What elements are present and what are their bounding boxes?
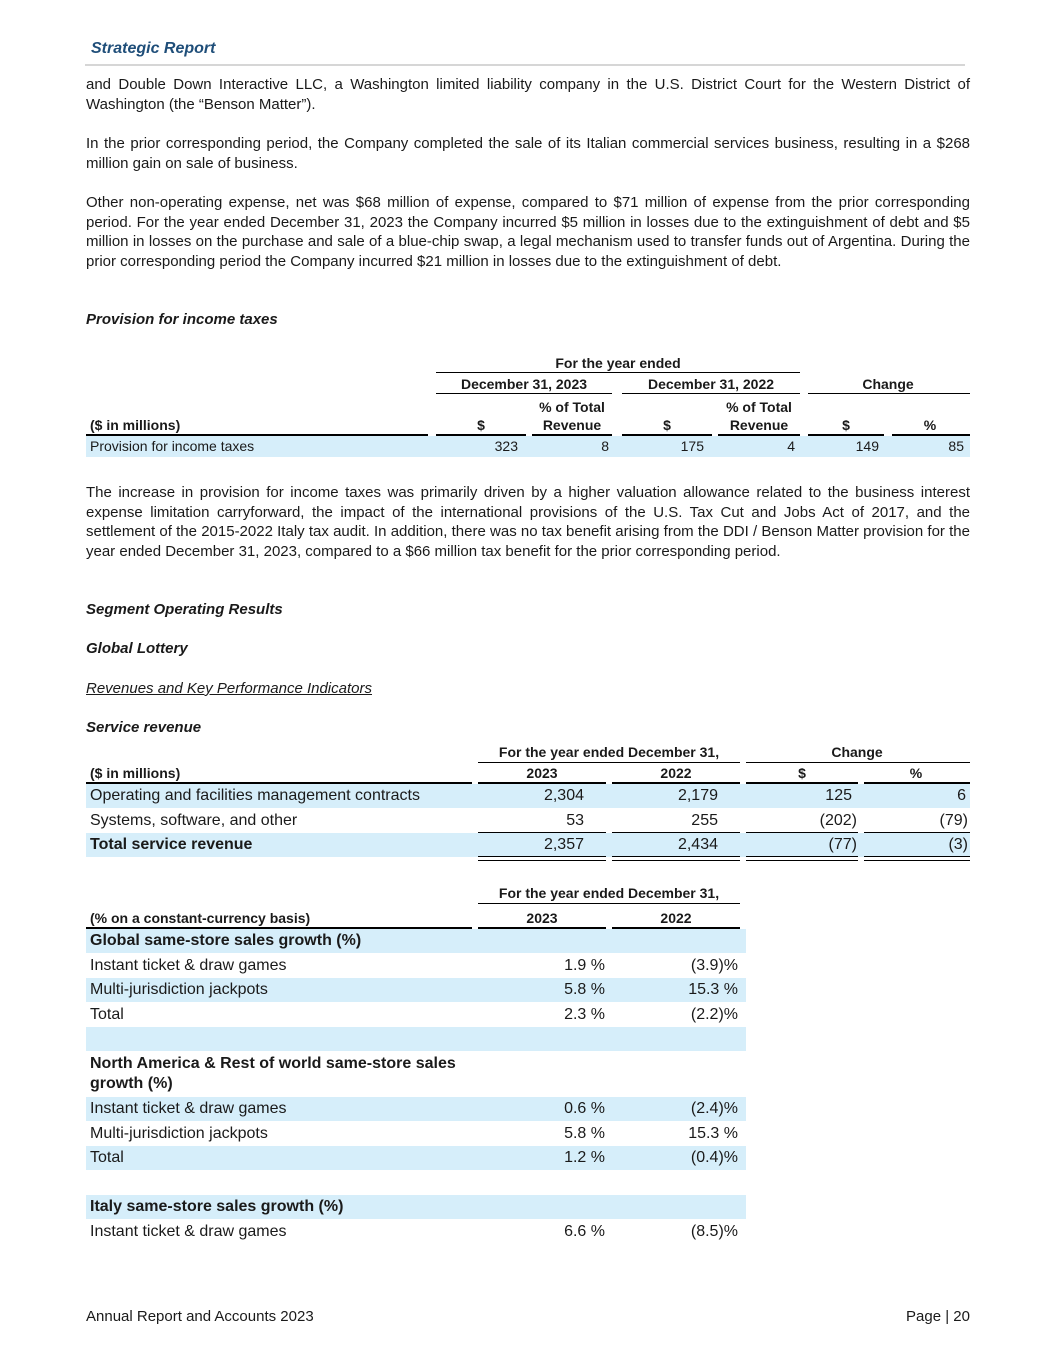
service-row-v2023: 53 [566, 812, 584, 829]
heading-segment: Segment Operating Results [86, 601, 283, 618]
sss-row-v2023: 5.8 % [564, 981, 605, 998]
sss-row-v2022: (2.2)% [690, 1006, 738, 1023]
service-row-v2023: 2,304 [543, 787, 584, 804]
sss-section-global: Global same-store sales growth (%) [90, 932, 362, 949]
tax-col-change-dollar: $ [842, 417, 850, 433]
tax-row-v2023: 323 [494, 438, 518, 454]
service-col-2022: 2022 [660, 765, 692, 781]
service-row-v2022: 2,179 [677, 787, 718, 804]
service-double-rule-3 [746, 856, 858, 861]
service-total-v2022: 2,434 [677, 836, 718, 853]
service-total-chg: (77) [828, 836, 857, 853]
service-row-chg: (202) [819, 812, 857, 829]
service-total-label: Total service revenue [90, 836, 253, 853]
tax-group-rule [436, 372, 800, 373]
service-change-rule [746, 762, 970, 763]
sss-row-v2023: 6.6 % [564, 1223, 605, 1240]
tax-change-header: Change [862, 376, 914, 392]
tax-period-2022: December 31, 2022 [647, 376, 775, 392]
sss-row-v2022: 15.3 % [688, 981, 738, 998]
service-group-header: For the year ended December 31, [498, 744, 720, 760]
tax-rule-2022 [622, 393, 800, 394]
service-row-label: Operating and facilities management contracts [90, 787, 420, 804]
tax-row-chg: 149 [855, 438, 879, 454]
sss-row-label: Instant ticket & draw games [90, 1223, 287, 1240]
footer-page-number: Page | 20 [906, 1308, 970, 1325]
tax-row-label: Provision for income taxes [90, 438, 255, 454]
heading-service-revenue: Service revenue [86, 719, 202, 736]
service-double-rule-1 [478, 856, 606, 861]
sss-section-italy: Italy same-store sales growth (%) [90, 1198, 344, 1215]
tax-col-change-pct: % [923, 417, 937, 433]
sss-group-rule [478, 903, 740, 904]
sss-row-v2022: (2.4)% [690, 1100, 738, 1117]
service-change-header: Change [831, 744, 883, 760]
tax-col-dollar-2023: $ [477, 417, 485, 433]
heading-global-lottery: Global Lottery [86, 640, 188, 657]
heading-revenues-kpi: Revenues and Key Performance Indicators [86, 680, 372, 697]
sss-row-label: Instant ticket & draw games [90, 1100, 287, 1117]
service-row-label: Systems, software, and other [90, 812, 298, 829]
sss-row-label: Total [90, 1149, 124, 1166]
paragraph-benson: and Double Down Interactive LLC, a Washington limited liability company in the U.S. District Court for the Western District of Washington (the “Benson Matter”). [86, 76, 970, 113]
paragraph-tax-increase: The increase in provision for income taxes was primarily driven by a higher valuation allowance related to the business interest expense limitation carryforward, the impact of the international provisions of the U.S. Tax Cut and Jobs Act of 2017, and the settlement of the 2015-2022 Italy tax audit. In addition, there was no tax benefit arising from the DDI / Benson Matter provision for the year ended December 31, 2023, compared to a $66 million tax benefit for the prior corresponding period. [86, 484, 970, 560]
heading-provision: Provision for income taxes [86, 311, 278, 328]
service-row-pct: (79) [939, 812, 968, 829]
service-row-v2022: 255 [691, 812, 718, 829]
tax-row-p2023: 8 [601, 438, 609, 454]
sss-row-v2023: 2.3 % [564, 1006, 605, 1023]
page-header [85, 40, 965, 66]
sss-row-v2022: 15.3 % [688, 1125, 738, 1142]
tax-row-v2022: 175 [680, 438, 704, 454]
sss-row-label: Instant ticket & draw games [90, 957, 287, 974]
service-double-rule-4 [864, 856, 970, 861]
sss-col-2022: 2022 [660, 910, 692, 926]
service-col-dollar: $ [798, 765, 806, 781]
tax-row-chg-pct: 85 [948, 438, 964, 454]
service-row-pct: 6 [957, 787, 966, 804]
table-row [86, 1027, 746, 1051]
tax-group-header: For the year ended [555, 355, 681, 371]
tax-col-pct-total-2022: % of Total Revenue [726, 399, 792, 433]
tax-col-pct-total-2023: % of Total Revenue [539, 399, 605, 433]
service-row-chg: 125 [825, 787, 852, 804]
sss-group-header: For the year ended December 31, [498, 885, 720, 901]
paragraph-non-operating: Other non-operating expense, net was $68 million of expense, compared to $71 million of expense from the prior corresponding period. For the year ended December 31, 2023 the Company incurred $5 million in losses due to the extinguishment of debt and $5 million in losses on the purchase and sale of a blue-chip swap, a legal mechanism used to transfer funds out of Argentina. During the prior corresponding period the Company incurred $21 million in losses due to the extinguishment of debt. [86, 194, 970, 270]
service-units: ($ in millions) [90, 765, 181, 781]
service-col-pct: % [909, 765, 923, 781]
sss-row-label: Total [90, 1006, 124, 1023]
sss-row-v2023: 0.6 % [564, 1100, 605, 1117]
service-total-v2023: 2,357 [543, 836, 584, 853]
service-col-2023: 2023 [526, 765, 558, 781]
sss-row-label: Multi-jurisdiction jackpots [90, 981, 268, 998]
section-title: Strategic Report [91, 40, 216, 57]
service-total-pct: (3) [948, 836, 968, 853]
sss-section-na-row: North America & Rest of world same-store sales growth (%) [90, 1055, 456, 1092]
tax-units: ($ in millions) [90, 417, 181, 433]
tax-row-p2022: 4 [787, 438, 795, 454]
sss-col-2023: 2023 [526, 910, 558, 926]
tax-period-2023: December 31, 2023 [460, 376, 588, 392]
service-group-rule [478, 762, 740, 763]
sss-row-v2023: 1.2 % [564, 1149, 605, 1166]
sss-row-v2023: 5.8 % [564, 1125, 605, 1142]
paragraph-italian-sale: In the prior corresponding period, the Company completed the sale of its Italian commercial services business, resulting in a $268 million gain on sale of business. [86, 135, 970, 172]
service-double-rule-2 [612, 856, 740, 861]
sss-row-v2022: (3.9)% [690, 957, 738, 974]
sss-row-v2022: (0.4)% [690, 1149, 738, 1166]
sss-units: (% on a constant-currency basis) [90, 910, 311, 926]
footer-report-title: Annual Report and Accounts 2023 [86, 1308, 314, 1325]
tax-rule-2023 [436, 393, 612, 394]
tax-col-dollar-2022: $ [663, 417, 671, 433]
sss-row-label: Multi-jurisdiction jackpots [90, 1125, 268, 1142]
sss-row-v2022: (8.5)% [690, 1223, 738, 1240]
sss-row-v2023: 1.9 % [564, 957, 605, 974]
tax-rule-change [808, 393, 970, 394]
